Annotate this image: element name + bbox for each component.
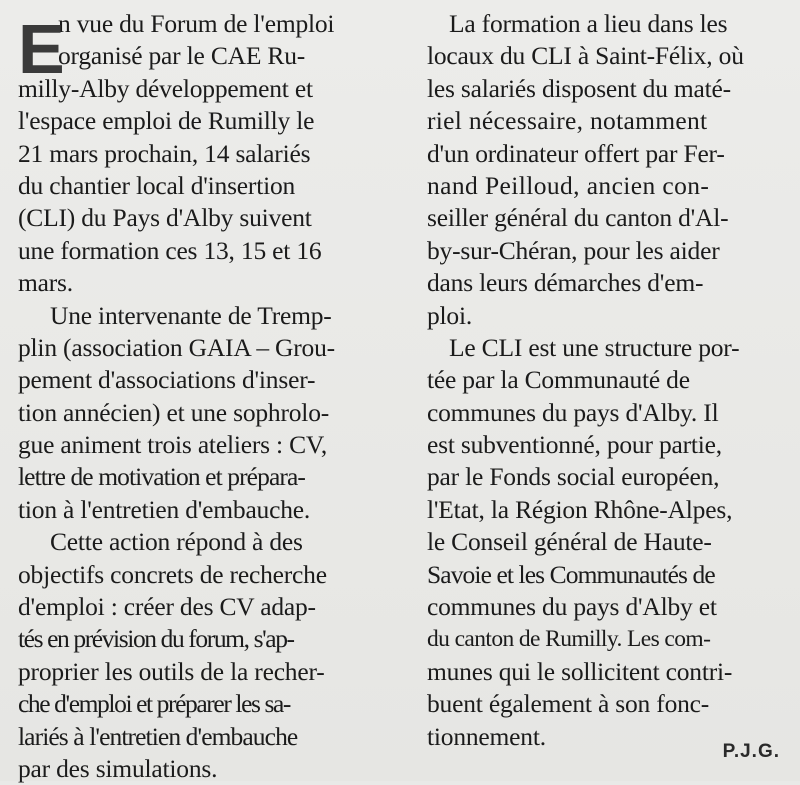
text-line: lettre de motivation et prépara- bbox=[18, 462, 305, 492]
paragraph-start: Le CLI est une structure por- bbox=[449, 332, 740, 362]
text-line: d'emploi : créer des CV adap- bbox=[18, 592, 316, 622]
text-line: une formation ces 13, 15 et 16 bbox=[18, 235, 322, 265]
text-line: Savoie et les Communautés de bbox=[427, 559, 715, 589]
text-line: mars. bbox=[18, 268, 73, 298]
right-column bbox=[427, 8, 783, 753]
text-line: che d'emploi et préparer les sa- bbox=[18, 689, 291, 719]
text-line: communes du pays d'Alby. Il bbox=[427, 397, 719, 427]
author-signature: P.J.G. bbox=[722, 741, 780, 762]
text-line: plin (association GAIA – Grou- bbox=[18, 332, 335, 362]
text-line: riel nécessaire, notamment bbox=[427, 106, 708, 136]
text-line: d'un ordinateur offert par Fer- bbox=[427, 138, 725, 168]
text-line: (CLI) du Pays d'Alby suivent bbox=[18, 203, 312, 233]
left-column bbox=[18, 8, 386, 785]
text-line: tion à l'entretien d'embauche. bbox=[18, 494, 311, 524]
text-line: communes du pays d'Alby et bbox=[427, 592, 717, 622]
text-line: munes qui le sollicitent contri- bbox=[427, 656, 733, 686]
drop-cap: E bbox=[18, 10, 65, 88]
text-line: milly-Alby développement et bbox=[18, 73, 313, 103]
text-line: tés en prévision du forum, s'ap- bbox=[18, 624, 294, 654]
text-line: organisé par le CAE Ru- bbox=[58, 41, 306, 71]
text-line: proprier les outils de la recher- bbox=[18, 656, 325, 686]
text-line: pement d'associations d'inser- bbox=[18, 365, 316, 395]
paragraph-start: La formation a lieu dans les bbox=[449, 9, 728, 38]
text-line: par des simulations. bbox=[18, 753, 218, 783]
text-line: par le Fonds social européen, bbox=[427, 462, 720, 492]
text-line: du canton de Rumilly. Les com- bbox=[427, 626, 711, 653]
text-line: objectifs concrets de recherche bbox=[18, 559, 327, 589]
text-line: 21 mars prochain, 14 salariés bbox=[18, 138, 311, 168]
text-line: nand Peilloud, ancien con- bbox=[427, 170, 710, 200]
text-line: lariés à l'entretien d'embauche bbox=[18, 721, 298, 751]
paragraph-start: Cette action répond à des bbox=[50, 527, 303, 557]
text-line: l'espace emploi de Rumilly le bbox=[18, 106, 315, 136]
text-line: n vue du Forum de l'emploi bbox=[58, 9, 335, 38]
text-line: dans leurs démarches d'em- bbox=[427, 268, 704, 298]
text-line: tion annécien) et une sophrolo- bbox=[18, 397, 330, 427]
text-line: tée par la Communauté de bbox=[427, 365, 690, 395]
text-line: du chantier local d'insertion bbox=[18, 170, 296, 200]
text-line: est subventionné, pour partie, bbox=[427, 430, 722, 460]
paragraph-start: Une intervenante de Tremp- bbox=[50, 300, 332, 330]
text-line: buent également à son fonc- bbox=[427, 689, 710, 719]
text-line: les salariés disposent du maté- bbox=[427, 73, 731, 103]
text-line: tionnement. bbox=[427, 721, 546, 751]
text-line: ploi. bbox=[427, 300, 473, 330]
text-line: seiller général du canton d'Al- bbox=[427, 203, 729, 233]
text-line: locaux du CLI à Saint-Félix, où bbox=[427, 41, 744, 71]
text-line: by-sur-Chéran, pour les aider bbox=[427, 235, 720, 265]
text-line: gue animent trois ateliers : CV, bbox=[18, 430, 327, 460]
text-line: le Conseil général de Haute- bbox=[427, 527, 712, 557]
text-line: l'Etat, la Région Rhône-Alpes, bbox=[427, 494, 733, 524]
